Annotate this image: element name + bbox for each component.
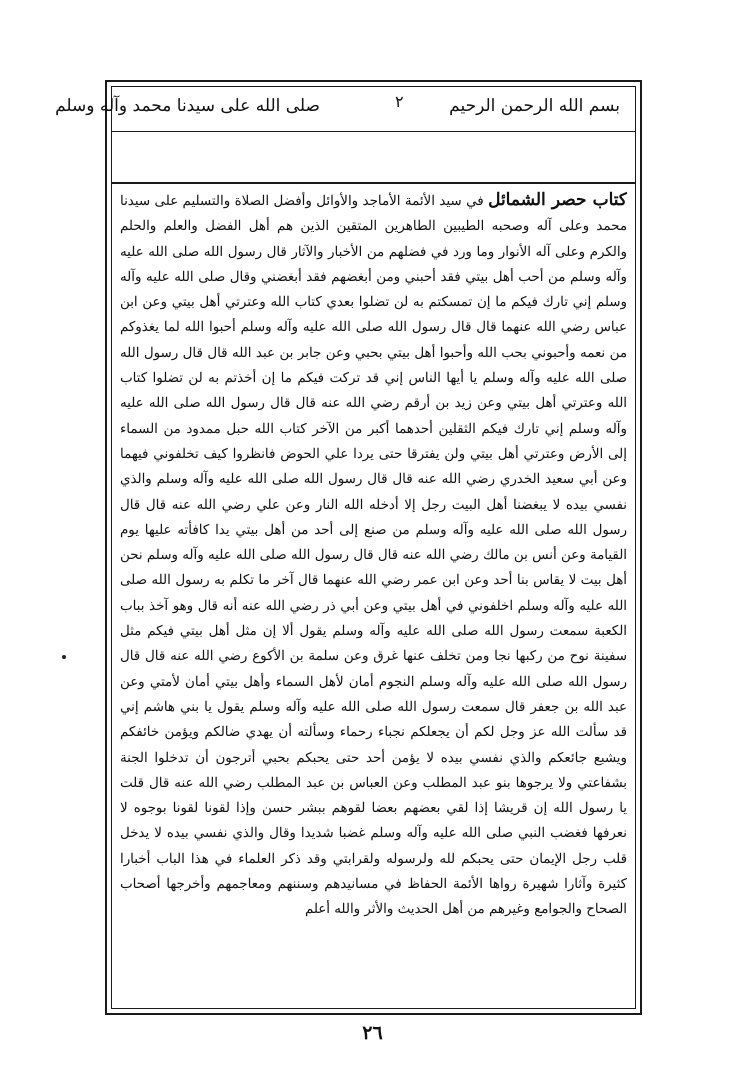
header-mark: ٢ (395, 92, 404, 111)
header-salawat: صلى الله على سيدنا محمد وآله وسلم (55, 96, 320, 116)
page-number: ٢٦ (362, 1022, 383, 1044)
opening-words: كتاب حصر الشمائل (488, 190, 627, 210)
body-paragraph (120, 188, 627, 923)
manuscript-body (120, 188, 627, 1000)
body-text-content: في سيد الأئمة الأماجد والأوائل وأفضل الصلاة والتسليم على سيدنا محمد وعلى آله وصحبه الطيبين الطاهرين المتقين الذين هم أهل الفضل والعلم والحلم والكرم وعلى آله الأنوار وما ورد في فضلهم من الأخبار والآثار قال رسول الله صلى الله عليه وآله وسلم من أحب أهل بيتي فقد أحبني ومن أبغضهم فقد أبغضني وقال صلى الله عليه وآله وسلم إني تارك فيكم ما إن تمسكتم به لن تضلوا بعدي كتاب الله وعترتي أهل بيتي وعن ابن عباس رضي الله عنهما قال قال رسول الله صلى الله عليه وآله وسلم أحبوا الله لما يغذوكم من نعمه وأحبوني بحب الله وأحبوا أهل بيتي بحبي وعن جابر بن عبد الله قال قال رسول الله صلى الله عليه وآله وسلم يا أيها الناس إني قد تركت فيكم ما إن أخذتم به لن تضلوا كتاب الله وعترتي أهل بيتي وعن زيد بن أرقم رضي الله عنه قال قال رسول الله صلى الله عليه وآله وسلم إني تارك فيكم الثقلين أحدهما أكبر من الآخر كتاب الله حبل ممدود من السماء إلى الأرض وعترتي أهل بيتي ولن يفترقا حتى يردا علي الحوض فانظروا كيف تخلفوني فيهما وعن أبي سعيد الخدري رضي الله عنه قال قال رسول الله صلى الله عليه وآله وسلم والذي نفسي بيده لا يبغضنا أهل البيت رجل إلا أدخله الله النار وعن علي رضي الله عنه قال قال رسول الله صلى الله عليه وآله وسلم من صنع إلى أحد من أهل بيتي يدا كافأته عليها يوم القيامة وعن أنس بن مالك رضي الله عنه قال قال رسول الله صلى الله عليه وآله وسلم نحن أهل بيت لا يقاس بنا أحد وعن ابن عمر رضي الله عنهما قال آخر ما تكلم به رسول الله صلى الله عليه وآله وسلم اخلفوني في أهل بيتي وعن أبي ذر رضي الله عنه أنه قال وهو آخذ بباب الكعبة سمعت رسول الله صلى الله عليه وآله وسلم يقول ألا إن مثل أهل بيتي فيكم مثل سفينة نوح من ركبها نجا ومن تخلف عنها غرق وعن سلمة بن الأكوع رضي الله عنه قال قال رسول الله صلى الله عليه وآله وسلم النجوم أمان لأهل السماء وأهل بيتي أمان لأمتي وعن عبد الله بن جعفر قال سمعت رسول الله صلى الله عليه وآله وسلم يقول يا بني هاشم إني قد سألت الله عز وجل لكم أن يجعلكم نجباء رحماء وسألته أن يهدي ضالكم ويؤمن خائفكم ويشبع جائعكم والذي نفسي بيده لا يؤمن أحد حتى يحبكم بحبي أترجون أن تدخلوا الجنة بشفاعتي ولا يرجوها بنو عبد المطلب وعن العباس بن عبد المطلب رضي الله عنه قال قلت يا رسول الله إن قريشا إذا لقي بعضهم بعضا لقوهم ببشر حسن وإذا لقونا لقونا بوجوه لا نعرفها فغضب النبي صلى الله عليه وآله وسلم غضبا شديدا وقال والذي نفسي بيده لا يدخل قلب رجل الإيمان حتى يحبكم لله ولرسوله ولقرابتي وقد ذكر العلماء في هذا الباب أخبارا كثيرة وآثارا شهيرة رواها الأئمة الحفاظ في مسانيدهم وسننهم ومعاجمهم وأخرجها أصحاب الصحاح والجوامع وغيرهم من أهل الحديث والأثر والله أعلم (120, 194, 627, 918)
header-basmala: بسم الله الرحمن الرحيم (449, 96, 620, 116)
margin-mark (62, 655, 66, 659)
blank-band (111, 132, 636, 184)
